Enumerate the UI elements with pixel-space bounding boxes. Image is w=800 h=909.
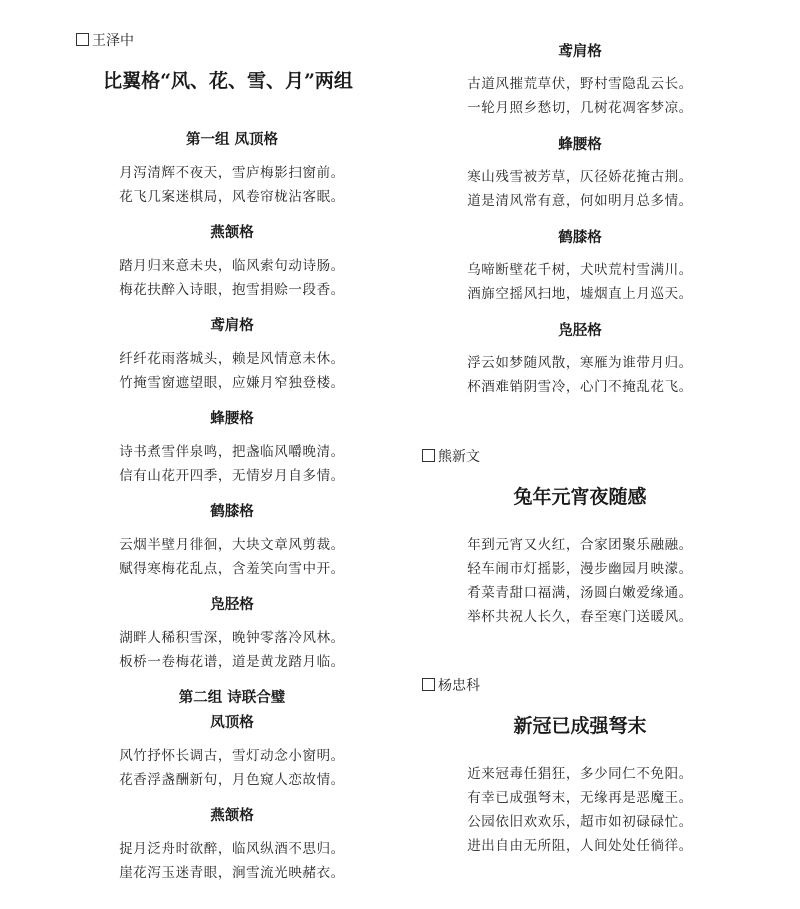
poem-line: 纤纤花雨落城头，赖是风情意未休。 [119, 351, 345, 367]
section-heading: 燕颔格 [210, 808, 254, 824]
poem-line: 浮云如梦随风散，寒雁为谁带月归。 [467, 355, 693, 371]
poem-line: 乌啼断壁花千树，犬吠荒村雪满川。 [467, 262, 693, 278]
poem-line: 进出自由无所阻，人间处处任徜徉。 [467, 838, 693, 854]
poem-line: 肴菜青甜口福满，汤圆白嫩爱缘通。 [467, 585, 693, 601]
poem-line: 崖花泻玉迷青眼，涧雪流光映赭衣。 [119, 865, 345, 881]
section-heading: 凫胫格 [210, 597, 254, 613]
checkbox-square-icon [422, 678, 435, 691]
section-heading: 燕颔格 [210, 225, 254, 241]
group-heading: 第一组 凤顶格 [185, 132, 279, 148]
poem-title: 兔年元宵夜随感 [513, 486, 647, 508]
poem-line: 竹掩雪窗遮望眼，应嫌月窄独登楼。 [119, 375, 345, 391]
poem-title: 比翼格“风、花、雪、月”两组 [103, 70, 353, 92]
poem-line: 轻车闹市灯摇影，漫步幽园月映濛。 [467, 561, 693, 577]
section-heading: 鸢肩格 [210, 318, 254, 334]
poem-title: 新冠已成强弩末 [513, 715, 647, 737]
checkbox-square-icon [422, 449, 435, 462]
poem-line: 杯酒难销阴雪冷，心门不掩乱花飞。 [467, 379, 693, 395]
section-heading: 鸢肩格 [558, 44, 602, 60]
poem-line: 花飞几案迷棋局，风卷帘栊沾客眠。 [119, 189, 345, 205]
poem-line: 云烟半壁月徘徊，大块文章风剪裁。 [119, 537, 345, 553]
poem-line: 板桥一卷梅花谱，道是黄龙踏月临。 [119, 654, 345, 670]
poem-line: 举杯共祝人长久，春至寒门送暖风。 [467, 609, 693, 625]
poem-line: 花香浮盏酬新句，月色窥人恋故情。 [119, 772, 345, 788]
poem-line: 诗书煮雪伴泉鸣，把盏临风嚼晚清。 [119, 444, 345, 460]
author-name: 杨忠科 [438, 678, 480, 694]
section-heading: 蜂腰格 [558, 137, 602, 153]
poem-line: 近来冠毒任猖狂，多少同仁不免阳。 [467, 766, 693, 782]
author-byline [76, 30, 134, 50]
section-heading: 凫胫格 [558, 323, 602, 339]
author-byline [422, 446, 480, 466]
author-name: 王泽中 [92, 33, 134, 49]
poem-line: 一轮月照乡愁切，几树花凋客梦凉。 [467, 100, 693, 116]
section-heading: 凤顶格 [210, 715, 254, 731]
poem-line: 年到元宵又火红，合家团聚乐融融。 [467, 537, 693, 553]
poem-line: 酒旆空摇风扫地，墟烟直上月巡天。 [467, 286, 693, 302]
poem-line: 湖畔人稀积雪深，晚钟零落冷风林。 [119, 630, 345, 646]
group-heading: 第二组 诗联合璧 [178, 690, 286, 706]
poem-line: 月泻清辉不夜天，雪庐梅影扫窗前。 [119, 165, 345, 181]
poem-line: 寒山残雪被芳草，仄径娇花掩古荆。 [467, 169, 693, 185]
poem-line: 梅花扶醉入诗眼，抱雪捐赊一段香。 [119, 282, 345, 298]
poem-line: 信有山花开四季，无情岁月自多情。 [119, 468, 345, 484]
poem-line: 有幸已成强弩末，无缘再是恶魔王。 [467, 790, 693, 806]
section-heading: 鹤膝格 [558, 230, 602, 246]
poem-line: 踏月归来意未央，临风索句动诗肠。 [119, 258, 345, 274]
author-name: 熊新文 [438, 449, 480, 465]
author-byline [422, 675, 480, 695]
section-heading: 蜂腰格 [210, 411, 254, 427]
poem-line: 捉月泛舟时欲醉，临风纵酒不思归。 [119, 841, 345, 857]
section-heading: 鹤膝格 [210, 504, 254, 520]
poem-line: 赋得寒梅花乱点，含羞笑向雪中开。 [119, 561, 345, 577]
poem-line: 公园依旧欢欢乐，超市如初碌碌忙。 [467, 814, 693, 830]
poem-line: 风竹抒怀长调古，雪灯动念小窗明。 [119, 748, 345, 764]
poem-line: 道是清风常有意，何如明月总多情。 [467, 193, 693, 209]
checkbox-square-icon [76, 33, 89, 46]
poem-line: 古道风摧荒草伏，野村雪隐乱云长。 [467, 76, 693, 92]
